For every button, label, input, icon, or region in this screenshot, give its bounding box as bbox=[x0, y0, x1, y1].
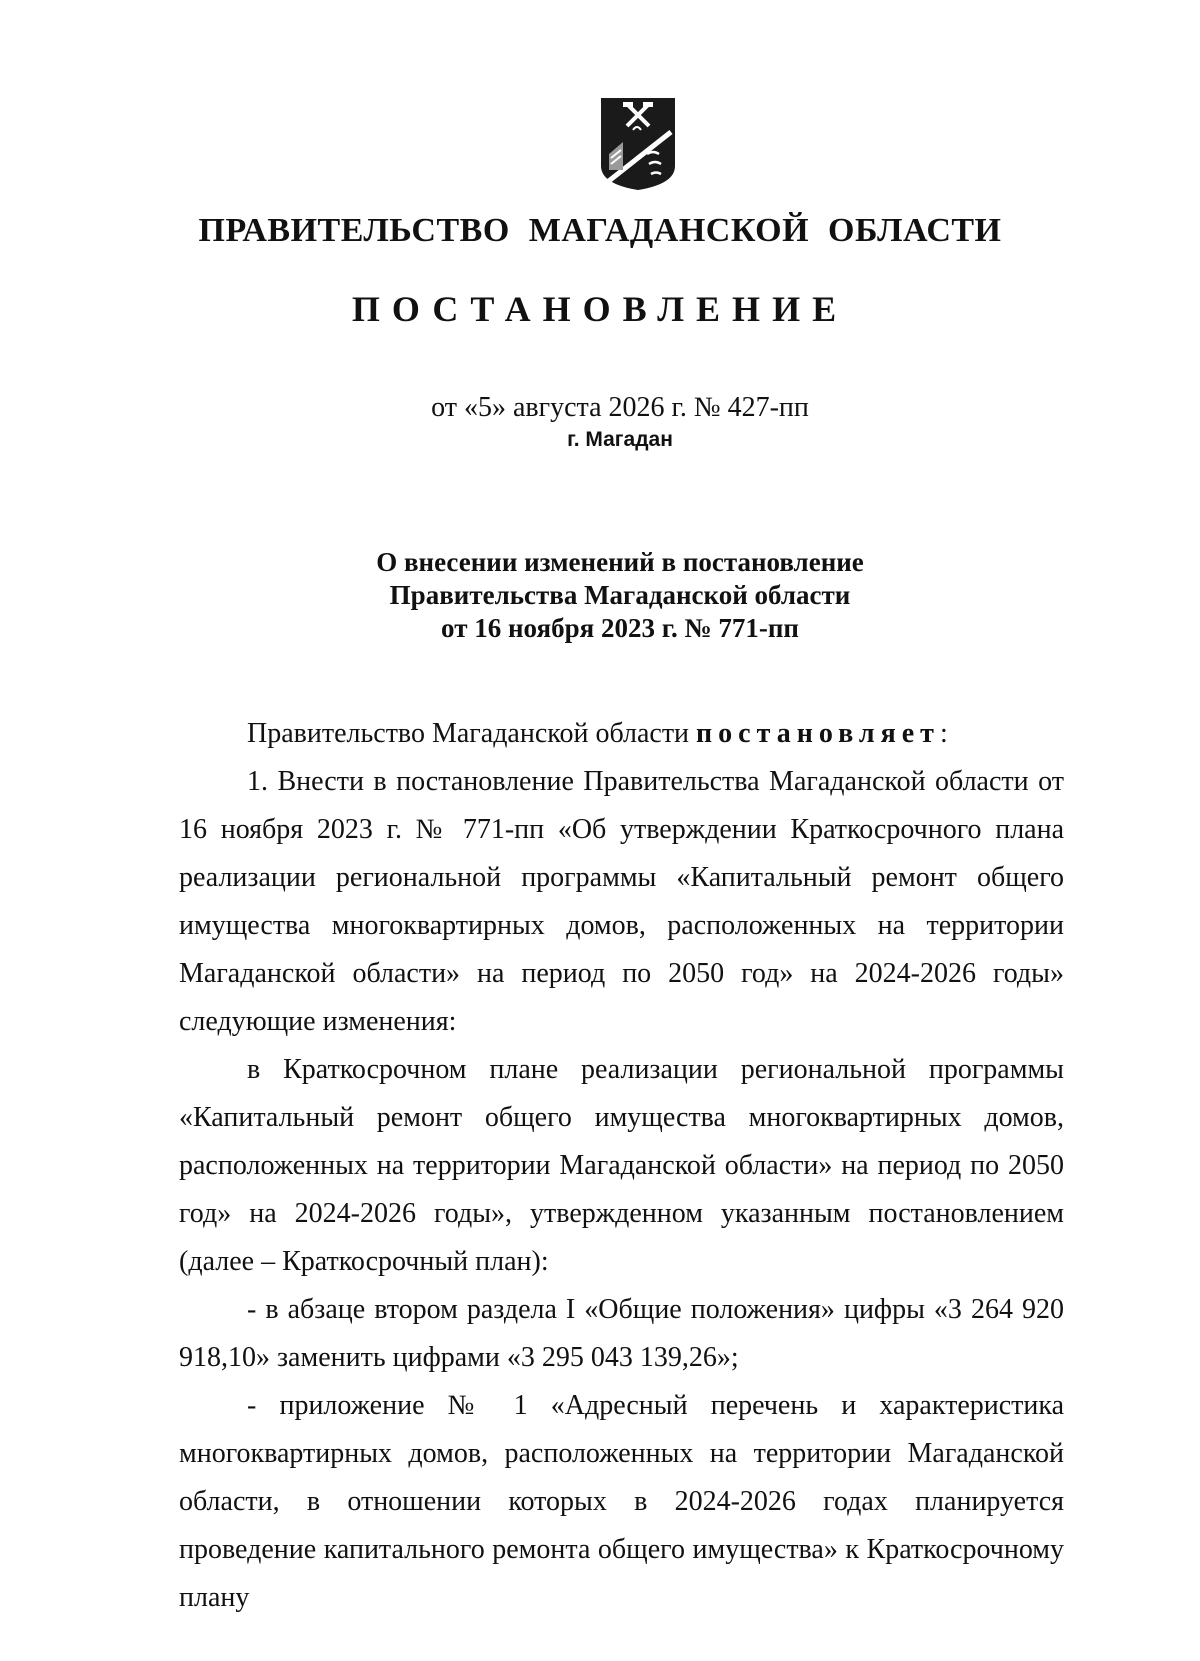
document-type: ПОСТАНОВЛЕНИЕ bbox=[351, 289, 849, 329]
government-title: ПРАВИТЕЛЬСТВО МАГАДАНСКОЙ ОБЛАСТИ bbox=[198, 212, 1002, 249]
subject-line: от 16 ноября 2023 г. № 771-пп bbox=[441, 613, 799, 643]
subject-line: Правительства Магаданской области bbox=[389, 580, 851, 610]
intro-paragraph bbox=[179, 710, 1064, 758]
paragraph-4: - приложение № 1 «Адресный перечень и характеристика многоквартирных домов, расположенных на территории Магаданской области, в отношении которых в 2024-2026 годах планируется проведение капитального ремонта общего имущества» к Краткосрочному плану bbox=[179, 1390, 1064, 1613]
document-date-number: от «5» августа 2026 г. № 427-пп bbox=[431, 392, 809, 423]
paragraph-3: - в абзаце втором раздела I «Общие положения» цифры «3 264 920 918,10» заменить цифрами «3 295 043 139,26»; bbox=[179, 1294, 1064, 1373]
coat-of-arms-icon bbox=[599, 96, 677, 192]
intro-suffix: : bbox=[939, 718, 948, 749]
intro-prefix: Правительство Магаданской области bbox=[247, 718, 690, 749]
intro-verb: постановляет bbox=[696, 718, 940, 749]
paragraph-2: в Краткосрочном плане реализации региональной программы «Капитальный ремонт общего имущества многоквартирных домов, расположенных на территории Магаданской области» на период по 2050 год» на 2024-2026 годы», утвержденном указанным постановлением (далее – Краткосрочный план): bbox=[179, 1054, 1064, 1277]
subject-line: О внесении изменений в постановление bbox=[376, 547, 864, 577]
paragraph-1: 1. Внести в постановление Правительства Магаданской области от 16 ноября 2023 г. № 771-пп «Об утверждении Краткосрочного плана реализации региональной программы «Капитальный ремонт общего имущества многоквартирных домов, расположенных на территории Магаданской области» на период по 2050 год» на 2024-2026 годы» следующие изменения: bbox=[179, 766, 1064, 1037]
document-subject bbox=[0, 546, 1200, 645]
document-city: г. Магадан bbox=[567, 428, 673, 451]
document-body bbox=[179, 710, 1064, 1622]
